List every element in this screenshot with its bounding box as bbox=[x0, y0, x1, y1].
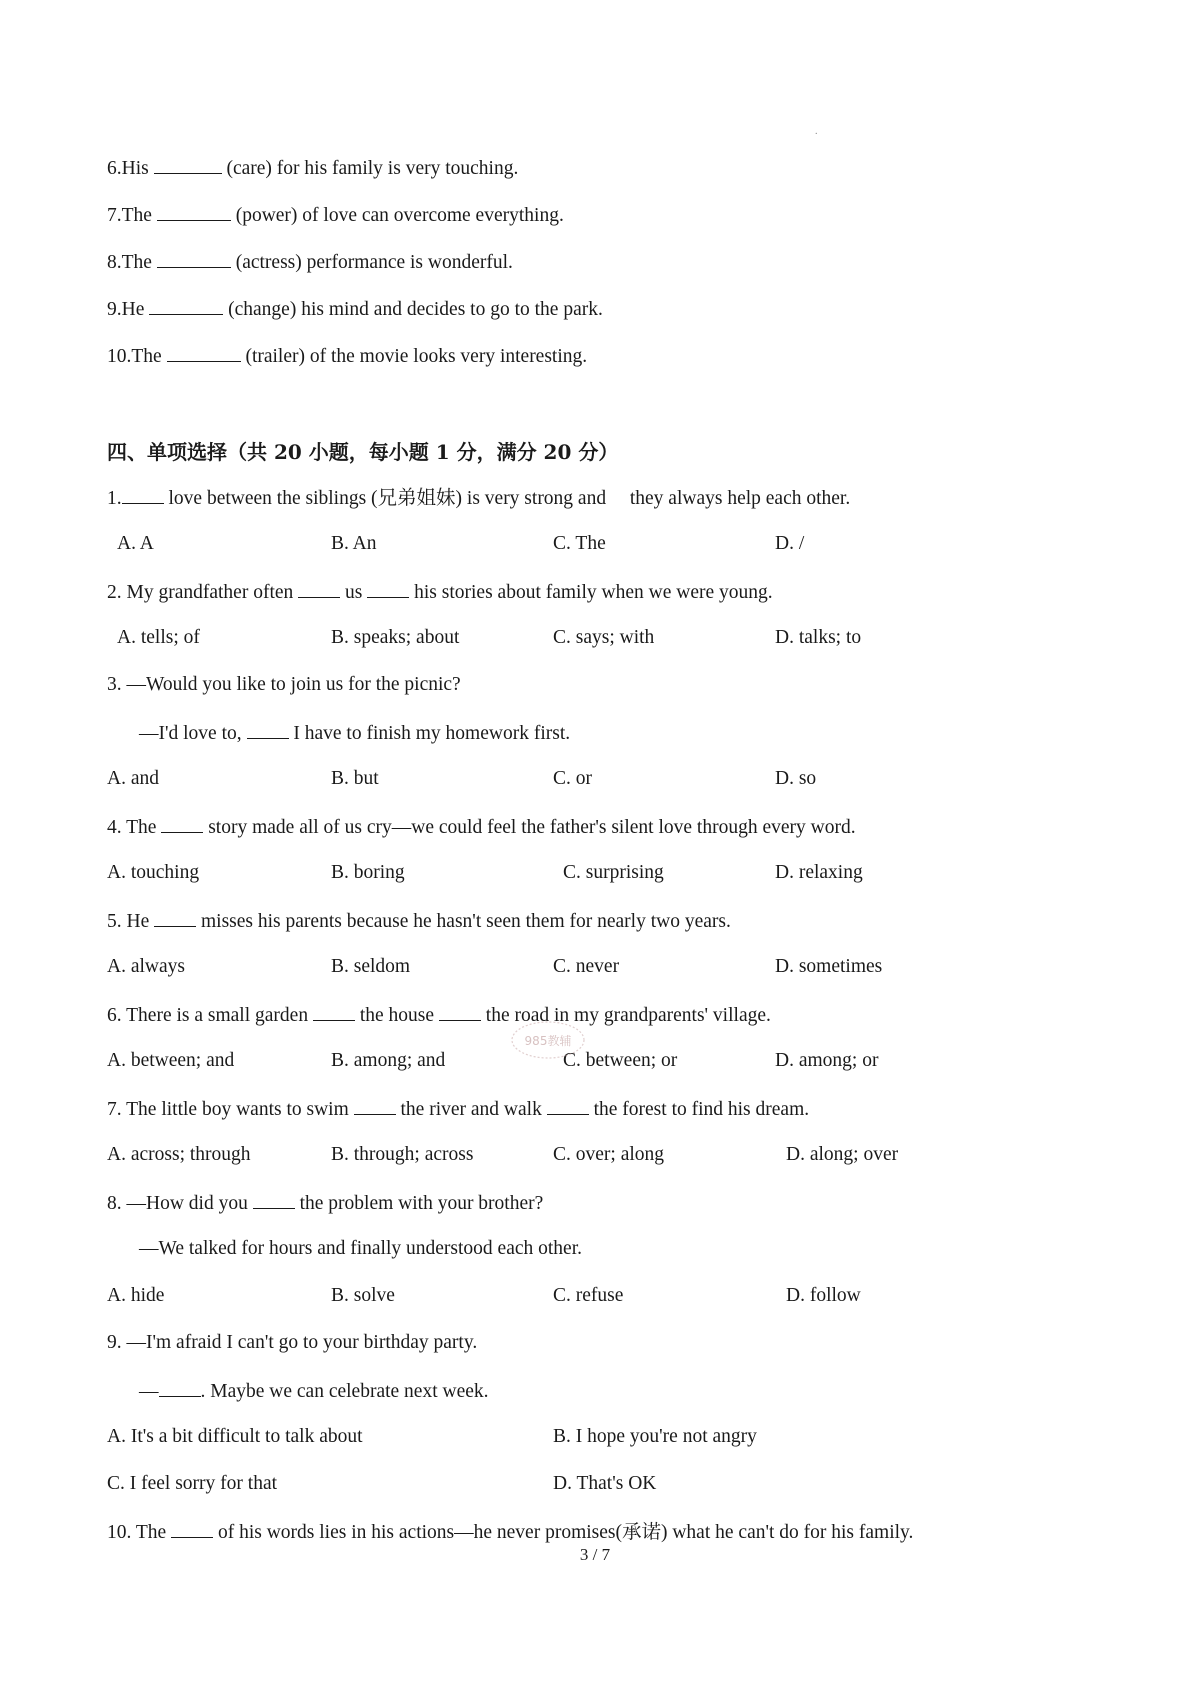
fill-in-item-9 bbox=[107, 296, 603, 322]
question-3-reply bbox=[139, 720, 570, 746]
question-2 bbox=[107, 579, 773, 605]
option-b[interactable]: B. but bbox=[331, 768, 379, 789]
item-text: (trailer) of the movie looks very interesting. bbox=[245, 346, 588, 367]
question-1 bbox=[107, 485, 850, 511]
question-text: I have to finish my homework first. bbox=[293, 723, 571, 744]
answer-blank[interactable] bbox=[298, 579, 340, 598]
question-7 bbox=[107, 1096, 809, 1122]
item-number: 10.The bbox=[107, 346, 162, 367]
option-b[interactable]: B. I hope you're not angry bbox=[553, 1426, 757, 1447]
item-number: 8.The bbox=[107, 252, 152, 273]
question-text: the problem with your brother? bbox=[299, 1193, 544, 1214]
option-b[interactable]: B. boring bbox=[331, 862, 405, 883]
option-a[interactable]: A. always bbox=[107, 956, 185, 977]
option-a[interactable]: A. between; and bbox=[107, 1050, 235, 1071]
question-text: 5. He bbox=[107, 911, 150, 932]
question-number: 1. bbox=[107, 488, 122, 509]
question-9: 9. —I'm afraid I can't go to your birthday party. bbox=[107, 1332, 478, 1353]
option-b[interactable]: B. seldom bbox=[331, 956, 411, 977]
fill-in-item-7 bbox=[107, 202, 564, 228]
answer-blank[interactable] bbox=[157, 249, 231, 268]
question-8-reply: —We talked for hours and finally understood each other. bbox=[139, 1238, 583, 1259]
item-number: 9.He bbox=[107, 299, 145, 320]
option-d[interactable]: D. along; over bbox=[786, 1144, 899, 1165]
answer-blank[interactable] bbox=[122, 485, 164, 504]
option-c[interactable]: C. or bbox=[553, 768, 592, 789]
fill-in-item-8 bbox=[107, 249, 513, 275]
option-c[interactable]: C. I feel sorry for that bbox=[107, 1473, 278, 1494]
option-c[interactable]: C. over; along bbox=[553, 1144, 665, 1165]
option-d[interactable]: D. among; or bbox=[775, 1050, 879, 1071]
option-a[interactable]: A. across; through bbox=[107, 1144, 251, 1165]
option-a[interactable]: A. tells; of bbox=[117, 627, 200, 648]
option-a[interactable]: A. touching bbox=[107, 862, 200, 883]
option-d[interactable]: D. so bbox=[775, 768, 817, 789]
option-b[interactable]: B. through; across bbox=[331, 1144, 474, 1165]
answer-blank[interactable] bbox=[247, 720, 289, 739]
watermark-stamp bbox=[508, 1018, 588, 1062]
option-b[interactable]: B. An bbox=[331, 533, 377, 554]
question-text: 8. —How did you bbox=[107, 1193, 248, 1214]
question-text: . Maybe we can celebrate next week. bbox=[200, 1381, 489, 1402]
answer-blank[interactable] bbox=[171, 1519, 213, 1538]
option-c[interactable]: C. The bbox=[553, 533, 606, 554]
question-text: the house bbox=[359, 1005, 435, 1026]
fill-in-item-10 bbox=[107, 343, 587, 369]
question-text: they always help each other. bbox=[629, 488, 851, 509]
item-text: (power) of love can overcome everything. bbox=[235, 205, 564, 226]
answer-blank[interactable] bbox=[159, 1378, 201, 1397]
option-c[interactable]: C. refuse bbox=[553, 1285, 624, 1306]
question-9-reply bbox=[139, 1378, 489, 1404]
answer-blank[interactable] bbox=[354, 1096, 396, 1115]
question-8 bbox=[107, 1190, 543, 1216]
answer-blank[interactable] bbox=[253, 1190, 295, 1209]
item-text: (change) his mind and decides to go to the park. bbox=[228, 299, 603, 320]
question-text: us bbox=[345, 582, 363, 603]
answer-blank[interactable] bbox=[154, 908, 196, 927]
option-d[interactable]: D. / bbox=[775, 533, 805, 554]
option-d[interactable]: D. relaxing bbox=[775, 862, 863, 883]
option-c[interactable]: C. says; with bbox=[553, 627, 655, 648]
question-text: 7. The little boy wants to swim bbox=[107, 1099, 349, 1120]
question-text: his stories about family when we were young. bbox=[414, 582, 773, 603]
stray-dot: . bbox=[815, 126, 818, 137]
question-text: 10. The bbox=[107, 1522, 167, 1543]
question-text: 4. The bbox=[107, 817, 157, 838]
question-text: of his words lies in his actions—he never promises(承诺) what he can't do for his family. bbox=[217, 1522, 914, 1543]
option-d[interactable]: D. follow bbox=[786, 1285, 861, 1306]
question-text: story made all of us cry—we could feel the father's silent love through every word. bbox=[208, 817, 856, 838]
question-text: the forest to find his dream. bbox=[593, 1099, 810, 1120]
item-number: 6.His bbox=[107, 158, 149, 179]
option-a[interactable]: A. and bbox=[107, 768, 159, 789]
option-b[interactable]: B. among; and bbox=[331, 1050, 446, 1071]
option-d[interactable]: D. talks; to bbox=[775, 627, 862, 648]
answer-blank[interactable] bbox=[439, 1002, 481, 1021]
option-d[interactable]: D. sometimes bbox=[775, 956, 883, 977]
section-heading: 四、单项选择（共 20 小题，每小题 1 分，满分 20 分） bbox=[107, 440, 619, 464]
option-d[interactable]: D. That's OK bbox=[553, 1473, 657, 1494]
page-number: 3 / 7 bbox=[579, 1545, 611, 1564]
question-5 bbox=[107, 908, 731, 934]
question-3: 3. —Would you like to join us for the picnic? bbox=[107, 674, 461, 695]
option-c[interactable]: C. surprising bbox=[563, 862, 664, 883]
answer-blank[interactable] bbox=[547, 1096, 589, 1115]
question-10 bbox=[107, 1519, 913, 1545]
option-b[interactable]: B. solve bbox=[331, 1285, 395, 1306]
question-text: 6. There is a small garden bbox=[107, 1005, 309, 1026]
question-text: the road in my grandparents' village. bbox=[485, 1005, 771, 1026]
answer-blank[interactable] bbox=[313, 1002, 355, 1021]
option-c[interactable]: C. between; or bbox=[563, 1050, 678, 1071]
item-text: (care) for his family is very touching. bbox=[226, 158, 519, 179]
option-c[interactable]: C. never bbox=[553, 956, 620, 977]
answer-blank[interactable] bbox=[367, 579, 409, 598]
question-text: 2. My grandfather often bbox=[107, 582, 294, 603]
answer-blank[interactable] bbox=[161, 814, 203, 833]
question-4 bbox=[107, 814, 856, 840]
option-a[interactable]: A. It's a bit difficult to talk about bbox=[107, 1426, 363, 1447]
question-text: the river and walk bbox=[400, 1099, 542, 1120]
question-6 bbox=[107, 1002, 771, 1028]
answer-blank[interactable] bbox=[149, 296, 223, 315]
watermark-text: 985教辅 bbox=[524, 1034, 572, 1048]
answer-blank[interactable] bbox=[154, 155, 222, 174]
option-b[interactable]: B. speaks; about bbox=[331, 627, 460, 648]
question-text: — bbox=[139, 1381, 159, 1402]
question-text: love between the siblings (兄弟姐妹) is very strong and bbox=[168, 488, 607, 509]
answer-blank[interactable] bbox=[167, 343, 241, 362]
option-a[interactable]: A. hide bbox=[107, 1285, 165, 1306]
answer-blank[interactable] bbox=[157, 202, 231, 221]
fill-in-item-6 bbox=[107, 155, 518, 181]
item-text: (actress) performance is wonderful. bbox=[235, 252, 513, 273]
item-number: 7.The bbox=[107, 205, 152, 226]
question-text: —I'd love to, bbox=[139, 723, 242, 744]
option-a[interactable]: A. A bbox=[117, 533, 154, 554]
question-text: misses his parents because he hasn't seen them for nearly two years. bbox=[201, 911, 731, 932]
